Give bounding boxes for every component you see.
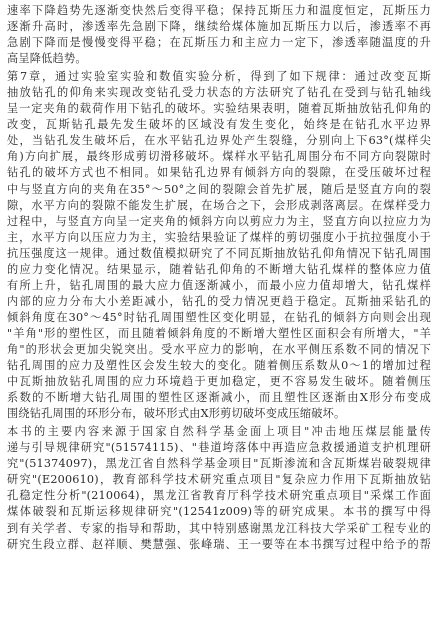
text-line: 中与竖直方向的夹角在35°～50°之间的裂隙会首先扩展，随后是竖直方向的裂 (7, 182, 431, 196)
text-line: 围绕钻孔周围的环形分布，破坏形式由X形剪切破坏变成压缩破坏。 (7, 407, 346, 421)
text-line: 递与引导规律研究"(51574115)、"巷道垮落体中再造应急救援通道支护机理研 (7, 441, 431, 455)
text-line: 过程中，与竖直方向呈一定夹角的倾斜方向以剪应力为主，竖直方向以拉应力为 (7, 214, 431, 228)
text-line: 抗压强度这一规律。通过数值模拟研究了不同瓦斯抽放钻孔仰角情况下钻孔周围 (7, 246, 431, 260)
text-line: 隙，水平方向的裂隙不能发生扩展，在场合之下，会形成剥落离层。在煤样受力 (7, 198, 431, 212)
text-line: 内部的应力分布大小差距减小，钻孔的受力情况更趋于稳定。瓦斯抽采钻孔的 (7, 294, 431, 308)
text-line: 究"(51374097)，黑龙江省自然科学基金项目"瓦斯渗流和含瓦斯煤岩破裂规律 (7, 457, 431, 471)
text-line: 急剧下降而是慢慢变得平稳；在瓦斯压力和主应力一定下，渗透率随温度的升 (7, 36, 431, 50)
text-line: 主，水平方向以压应力为主，实验结果验证了煤样的剪切强度小于抗拉强度小于 (7, 230, 431, 244)
text-line: 速率下降趋势先逐渐变快然后变得平稳；保持瓦斯压力和温度恒定，瓦斯压力 (7, 4, 431, 17)
paragraph-funding-acknowledgements (7, 424, 431, 552)
text-line: 钻孔的破坏方式也不相同。如果钻孔边界有倾斜方向的裂隙，在受压破坏过程 (7, 166, 431, 180)
text-line: 角"的形状会更加尖锐突出。受水平应力的影响，在水平侧压系数不同的情况下 (7, 342, 431, 356)
text-line: 到有关学者、专家的指导和帮助，其中特别感谢黑龙江科技大学采矿工程专业的 (7, 521, 431, 535)
text-line: 煤体破裂和瓦斯运移规律研究"(12541z009)等的研究成果。本书的撰写中得 (7, 505, 431, 519)
text-line: 倾斜角度在30°～45°时钻孔周围塑性区变化明显，在钻孔的倾斜方向则会出现 (7, 310, 431, 324)
text-line: 中瓦斯抽放钻孔周围的应力环境趋于更加稳定，更不容易发生破坏。随着侧压 (7, 375, 431, 389)
text-line: 改变，瓦斯钻孔最先发生破坏的区域没有发生变化，始终是在钻孔水平边界 (7, 118, 431, 132)
text-line: 研究生段立群、赵祥顺、樊慧强、张峰瑞、王一要等在本书撰写过程中给予的帮 (7, 537, 431, 551)
text-line: 钻孔周围的应力及塑性区会发生较大的变化。随着侧压系数从0～1的增加过程 (7, 359, 431, 373)
text-line: 有所上升，钻孔周围的最大应力值逐渐减小，而最小应力值却增大，钻孔煤样 (7, 278, 431, 292)
text-line: 本书的主要内容来源于国家自然科学基金面上项目"冲击地压煤层能量传 (7, 425, 431, 439)
text-line: 研究"(E200610)，教育部科学技术研究重点项目"复杂应力作用下瓦斯抽放钻 (7, 473, 431, 487)
text-line: 处，当钻孔发生破坏后，在水平钻孔边界处产生裂缝，分别向上下63°(煤样尖 (7, 134, 431, 148)
paragraph-chapter-7-summary (7, 69, 431, 422)
text-line: 呈一定夹角的载荷作用下钻孔的破坏。实验结果表明，随着瓦斯抽放钻孔仰角的 (7, 102, 431, 116)
text-line: 抽放钻孔的仰角来实现改变钻孔受力状态的方法研究了钻孔在受到与钻孔轴线 (7, 86, 431, 100)
text-line: 角)方向扩展，最终形成剪切滑移破坏。煤样水平钻孔周围分布不同方向裂隙时 (7, 150, 431, 164)
text-line: 系数的不断增大钻孔周围的塑性区逐渐减小，而且塑性区逐渐由X形分布变成 (7, 391, 431, 405)
paragraph-permeability-summary (7, 3, 431, 67)
text-line: 第7章，通过实验室实验和数值实验分析，得到了如下规律：通过改变瓦斯 (7, 70, 431, 84)
text-line: 孔稳定性分析"(210064)，黑龙江省教育厅科学技术研究重点项目"采煤工作面 (7, 489, 431, 503)
text-line: 高呈降低趋势。 (7, 52, 87, 66)
text-line: "羊角"形的塑性区，而且随着倾斜角度的不断增大塑性区面积会有所增大，"羊 (7, 326, 431, 340)
text-line: 的应力变化情况。结果显示，随着钻孔仰角的不断增大钻孔煤样的整体应力值 (7, 262, 431, 276)
text-line: 逐渐升高时，渗透率先急剧下降，继续给煤体施加瓦斯压力以后，渗透率不再 (7, 20, 431, 34)
